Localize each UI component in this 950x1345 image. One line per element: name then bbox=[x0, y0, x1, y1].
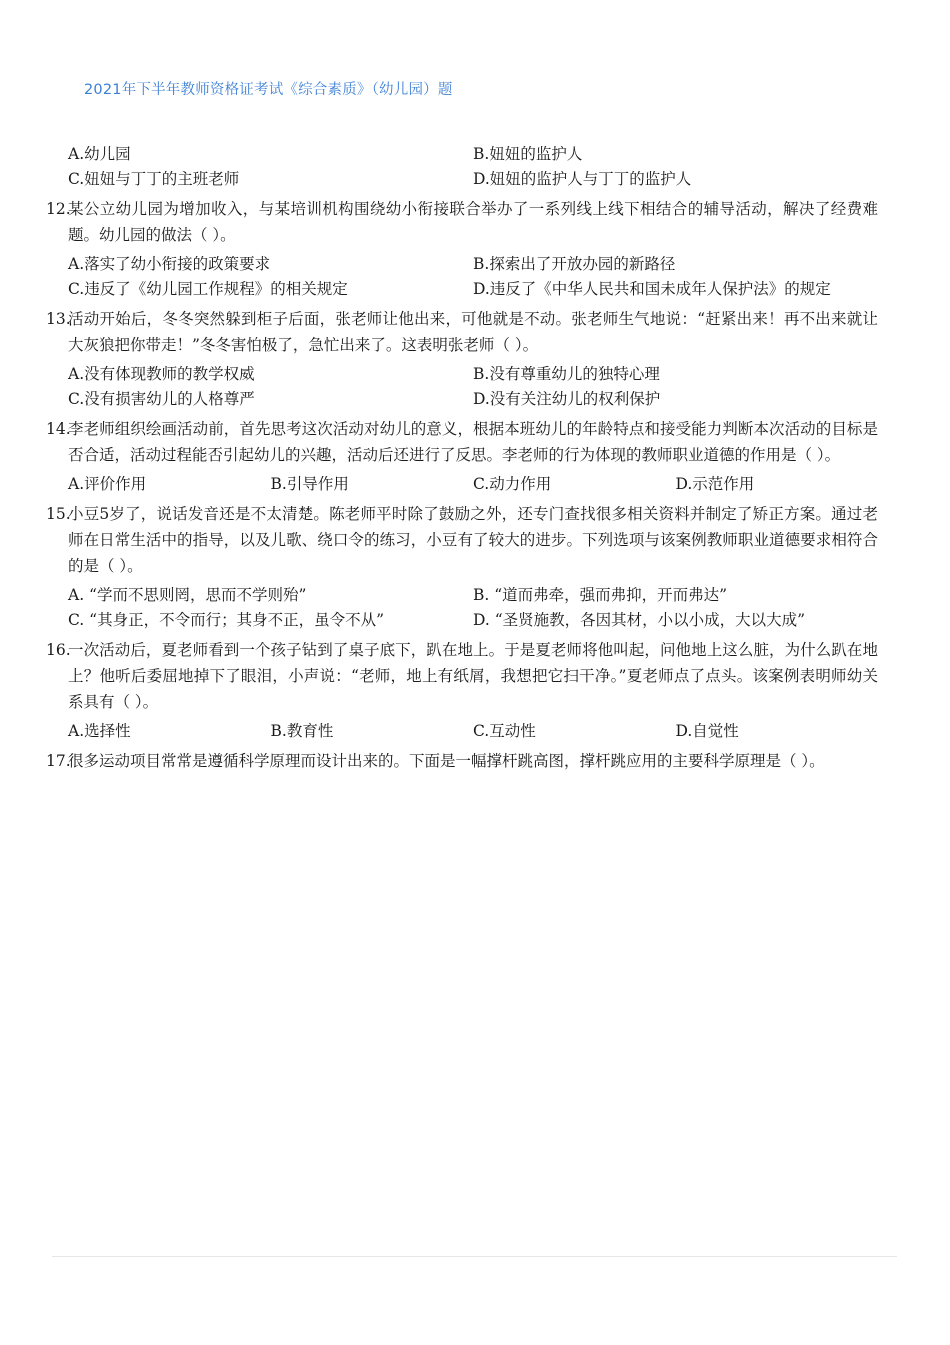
question-12-number: 12. bbox=[46, 200, 71, 218]
q12-option-c: C.违反了《幼儿园工作规程》的相关规定 bbox=[68, 280, 348, 298]
q11-option-d: D.妞妞的监护人与丁丁的监护人 bbox=[473, 170, 692, 188]
q13-option-a: A.没有体现教师的教学权威 bbox=[68, 365, 255, 383]
question-list bbox=[46, 142, 878, 778]
question-12 bbox=[46, 196, 878, 248]
q16-option-d: D.自觉性 bbox=[675, 722, 739, 740]
question-12-stem: 某公立幼儿园为增加收入，与某培训机构围绕幼小衔接联合举办了一系列线上线下相结合的辅导活动，解决了经费难题。幼儿园的做法（ ）。 bbox=[68, 200, 878, 244]
q14-option-b: B.引导作用 bbox=[270, 475, 349, 493]
q14-options-row bbox=[68, 472, 878, 497]
q13-options-row-2 bbox=[68, 387, 878, 412]
q16-option-b: B.教育性 bbox=[270, 722, 334, 740]
question-15-number: 15. bbox=[46, 505, 71, 523]
q13-option-c: C.没有损害幼儿的人格尊严 bbox=[68, 390, 255, 408]
q12-option-a: A.落实了幼小衔接的政策要求 bbox=[68, 255, 271, 273]
q15-options-row-2 bbox=[68, 608, 878, 633]
q12-option-b: B.探索出了开放办园的新路径 bbox=[473, 255, 676, 273]
q14-option-c: C.动力作用 bbox=[473, 475, 552, 493]
question-14-stem: 李老师组织绘画活动前，首先思考这次活动对幼儿的意义，根据本班幼儿的年龄特点和接受能力判断本次活动的目标是否合适，活动过程能否引起幼儿的兴趣，活动后还进行了反思。李老师的行为体现的教师职业道德的作用是（ ）。 bbox=[68, 420, 878, 464]
q15-option-c: C. “其身正，不令而行；其身不正，虽令不从” bbox=[68, 611, 385, 629]
q13-options-row-1 bbox=[68, 362, 878, 387]
question-16 bbox=[46, 637, 878, 715]
question-13 bbox=[46, 306, 878, 358]
q15-option-b: B. “道而弗牵，强而弗抑，开而弗达” bbox=[473, 586, 728, 604]
question-13-stem: 活动开始后，冬冬突然躲到柜子后面，张老师让他出来，可他就是不动。张老师生气地说：“赶紧出来！再不出来就让大灰狼把你带走！”冬冬害怕极了，急忙出来了。这表明张老师（ ）。 bbox=[68, 310, 878, 354]
q11-options-row-2 bbox=[68, 167, 878, 192]
question-17 bbox=[46, 748, 878, 774]
q13-option-b: B.没有尊重幼儿的独特心理 bbox=[473, 365, 660, 383]
q16-options-row bbox=[68, 719, 878, 744]
q14-option-a: A.评价作用 bbox=[68, 475, 147, 493]
q15-option-a: A. “学而不思则罔，思而不学则殆” bbox=[68, 586, 307, 604]
q13-option-d: D.没有关注幼儿的权利保护 bbox=[473, 390, 661, 408]
document-header: 2021年下半年教师资格证考试《综合素质》（幼儿园）题 bbox=[84, 82, 453, 98]
question-16-number: 16. bbox=[46, 641, 71, 659]
q12-options-row-2 bbox=[68, 277, 878, 302]
q11-option-b: B.妞妞的监护人 bbox=[473, 145, 583, 163]
question-14-number: 14. bbox=[46, 420, 71, 438]
question-17-stem: 很多运动项目常常是遵循科学原理而设计出来的。下面是一幅撑杆跳高图，撑杆跳应用的主要科学原理是（ ）。 bbox=[68, 752, 825, 770]
question-14 bbox=[46, 416, 878, 468]
q16-option-c: C.互动性 bbox=[473, 722, 536, 740]
footer-divider bbox=[52, 1256, 897, 1257]
q14-option-d: D.示范作用 bbox=[675, 475, 755, 493]
q11-option-a: A.幼儿园 bbox=[68, 145, 131, 163]
question-16-stem: 一次活动后，夏老师看到一个孩子钻到了桌子底下，趴在地上。于是夏老师将他叫起，问他地上这么脏，为什么趴在地上？他听后委屈地掉下了眼泪，小声说：“老师，地上有纸屑，我想把它扫干净。”夏老师点了点头。该案例表明师幼关系具有（ ）。 bbox=[68, 641, 878, 711]
q11-option-c: C.妞妞与丁丁的主班老师 bbox=[68, 170, 240, 188]
q16-option-a: A.选择性 bbox=[68, 722, 131, 740]
question-15-stem: 小豆5岁了，说话发音还是不太清楚。陈老师平时除了鼓励之外，还专门查找很多相关资料并制定了矫正方案。通过老师在日常生活中的指导，以及儿歌、绕口令的练习，小豆有了较大的进步。下列选项与该案例教师职业道德要求相符合的是（ ）。 bbox=[68, 505, 878, 575]
question-15 bbox=[46, 501, 878, 579]
q15-option-d: D. “圣贤施教，各因其材，小以小成，大以大成” bbox=[473, 611, 806, 629]
question-13-number: 13. bbox=[46, 310, 71, 328]
q12-option-d: D.违反了《中华人民共和国未成年人保护法》的规定 bbox=[473, 280, 831, 298]
q11-options-row-1 bbox=[68, 142, 878, 167]
question-17-number: 17. bbox=[46, 752, 71, 770]
q15-options-row-1 bbox=[68, 583, 878, 608]
q12-options-row-1 bbox=[68, 252, 878, 277]
